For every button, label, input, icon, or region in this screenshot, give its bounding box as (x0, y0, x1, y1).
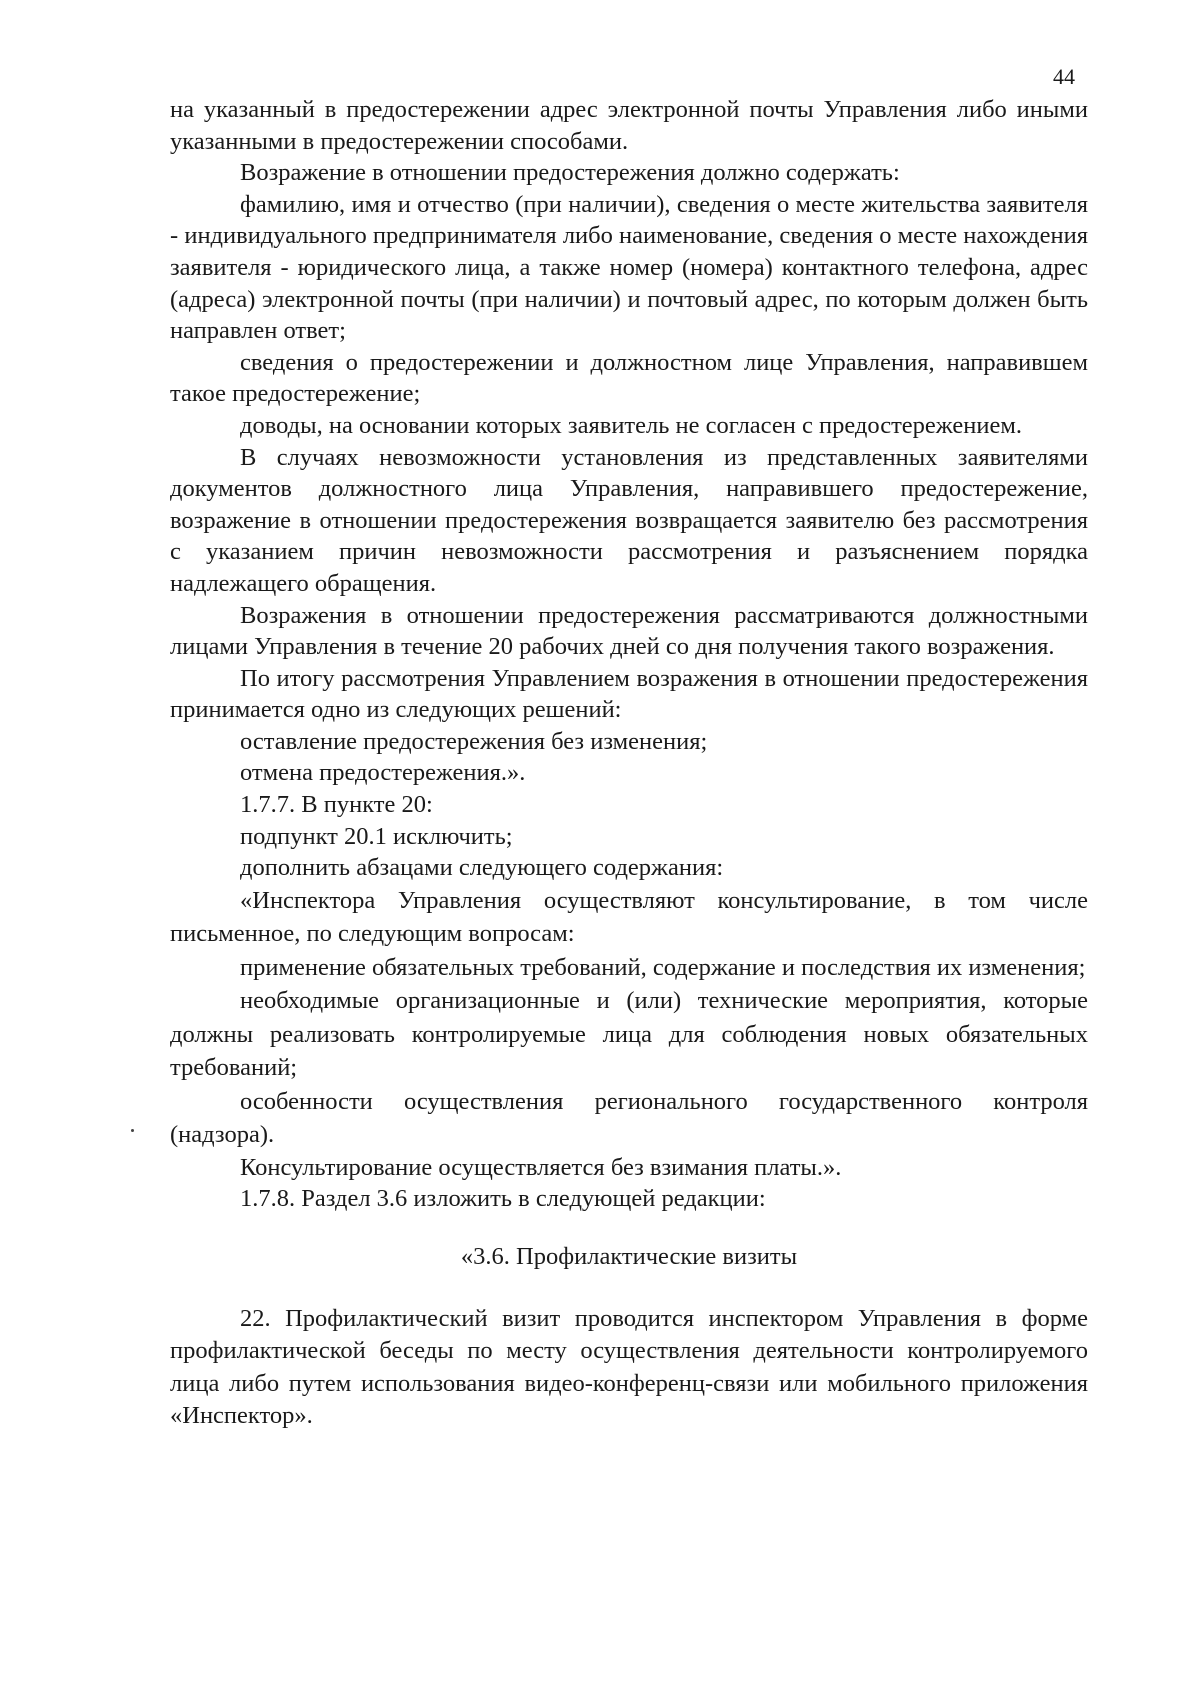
paragraph-review-period: Возражения в отношении предостережения рассматриваются должностными лицами Управления в течение 20 рабочих дней со дня получения такого возражения. (170, 601, 1088, 661)
paragraph-free-consulting: Консультирование осуществляется без взимания платы.». (240, 1153, 842, 1181)
paragraph-measures: необходимые организационные и (или) технические мероприятия, которые должны реализовать контролируемые лица для соблюдения новых обязательных требований; (170, 987, 1088, 1082)
paragraph-item-1-7-8: 1.7.8. Раздел 3.6 изложить в следующей редакции: (240, 1185, 766, 1213)
paragraph-preventive-visit: 22. Профилактический визит проводится инспектором Управления в форме профилактической беседы по месту осуществления деятельности контролируемого лица либо путем использования видео-конференц-связи или мобильного приложения «Инспектор». (170, 1304, 1088, 1430)
section-heading: «3.6. Профилактические визиты (460, 1243, 798, 1271)
document-body (170, 94, 1088, 1433)
paragraph-applicant-details: фамилию, имя и отчество (при наличии), сведения о месте жительства заявителя - индивидуального предпринимателя либо наименование, сведения о месте нахождения заявителя - юридического лица, а также номер (номера) контактного телефона, адрес (адреса) электронной почты (при наличии) и почтовый адрес, по которым должен быть направлен ответ; (170, 190, 1088, 345)
paragraph-decision-cancel: отмена предостережения.». (240, 759, 526, 787)
paragraph-objection-content: Возражение в отношении предостережения должно содержать: (240, 159, 900, 187)
paragraph-review-result: По итогу рассмотрения Управлением возражения в отношении предостережения принимается одно из следующих решений: (170, 664, 1088, 724)
paragraph-decision-keep: оставление предостережения без изменения; (240, 727, 708, 755)
paragraph-warning-details: сведения о предостережении и должностном лице Управления, направившем такое предостережение; (170, 348, 1088, 408)
paragraph-consulting: «Инспектора Управления осуществляют консультирование, в том числе письменное, по следующим вопросам: (170, 886, 1088, 948)
paragraph-continuation: на указанный в предостережении адрес электронной почты Управления либо иными указанными в предостережении способами. (170, 96, 1088, 155)
paragraph-control-features: особенности осуществления регионального государственного контроля (надзора). (170, 1087, 1088, 1149)
paragraph-exclude-subitem: подпункт 20.1 исключить; (240, 822, 513, 850)
page-number: 44 (1053, 64, 1075, 89)
paragraph-requirements: применение обязательных требований, содержание и последствия их изменения; (240, 953, 1086, 981)
scan-dot (131, 1129, 134, 1132)
paragraph-return-cases: В случаях невозможности установления из представленных заявителями документов должностного лица Управления, направившего предостережение, возражение в отношении предостережения возвращается заявителю без рассмотрения с указанием причин невозможности рассмотрения и разъяснением порядка надлежащего обращения. (170, 443, 1088, 597)
paragraph-item-1-7-7: 1.7.7. В пункте 20: (240, 791, 433, 819)
paragraph-arguments: доводы, на основании которых заявитель не согласен с предостережением. (240, 411, 1022, 439)
paragraph-supplement: дополнить абзацами следующего содержания: (240, 854, 724, 882)
